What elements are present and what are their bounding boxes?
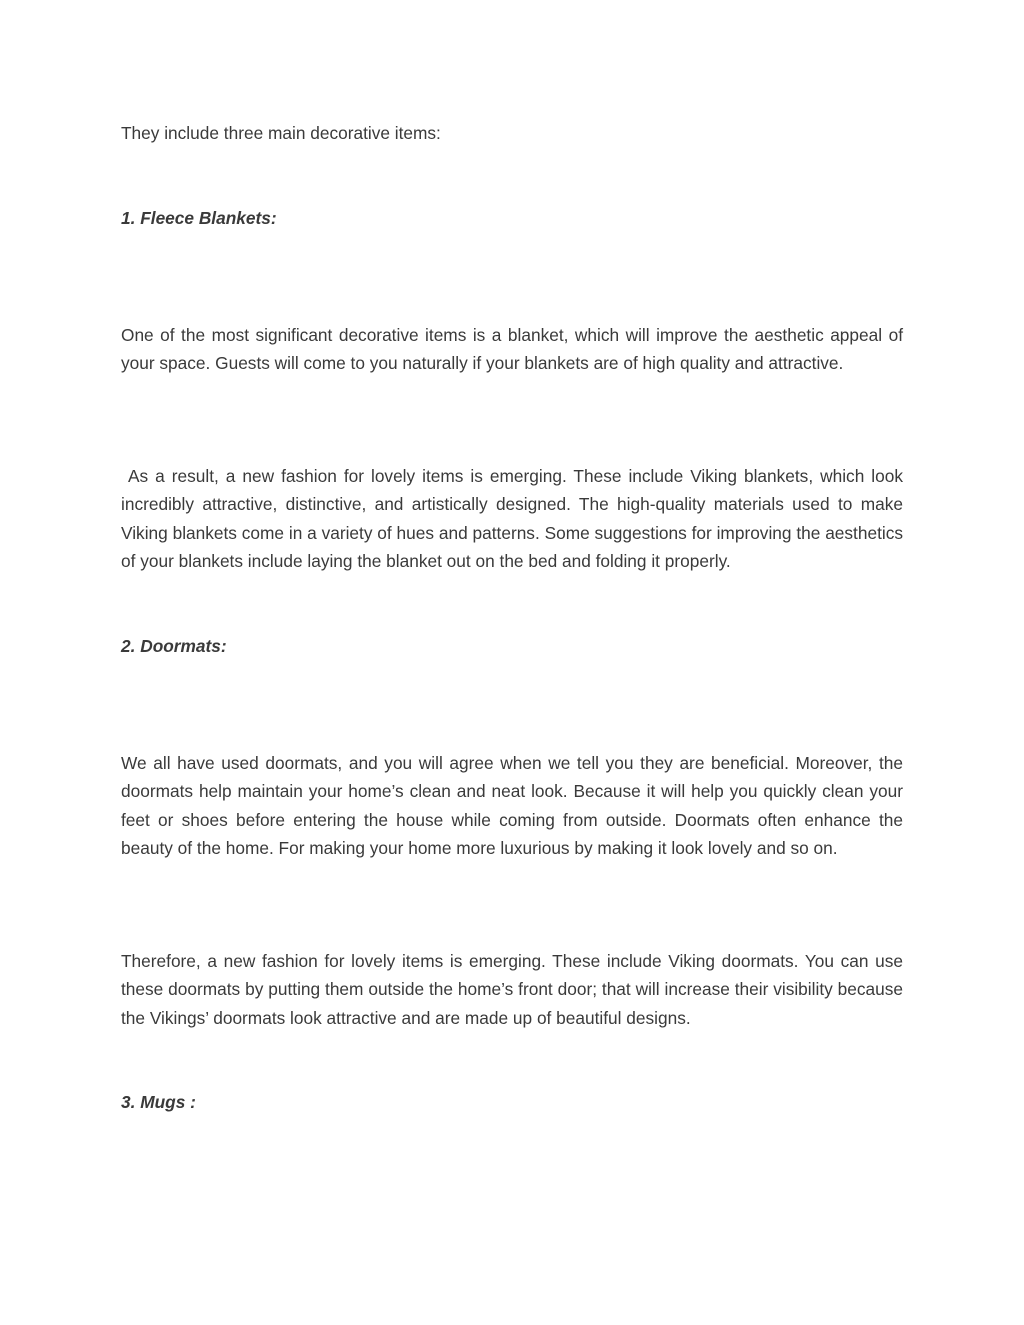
paragraph-doormats-2: Therefore, a new fashion for lovely items is emerging. These include Viking doormats. You can use these doormats by putting them outside the home’s front door; that will increase their visibility because the Vikings’ doormats look attractive and are made up of beautiful designs.: [121, 951, 903, 1028]
paragraph-blankets-2: As a result, a new fashion for lovely items is emerging. These include Viking blankets, which look incredibly attractive, distinctive, and artistically designed. The high-quality materials used to make Viking blankets come in a variety of hues and patterns. Some suggestions for improving the aesthetics of your blankets include laying the blanket out on the bed and folding it properly.: [121, 466, 903, 571]
section-heading-mugs: 3. Mugs :: [121, 1092, 196, 1112]
paragraph-blankets-1: One of the most significant decorative items is a blanket, which will improve the aesthetic appeal of your space. Guests will come to you naturally if your blankets are of high quality and attractive.: [121, 325, 903, 374]
intro-text: They include three main decorative items:: [121, 123, 441, 143]
section-heading-fleece-blankets: 1. Fleece Blankets:: [121, 208, 277, 228]
paragraph-doormats-1: We all have used doormats, and you will agree when we tell you they are beneficial. Moreover, the doormats help maintain your home’s clean and neat look. Because it will help you quickly clean your feet or shoes before entering the house while coming from outside. Doormats often enhance the beauty of the home. For making your home more luxurious by making it look lovely and so on.: [121, 753, 903, 858]
section-heading-doormats: 2. Doormats:: [121, 636, 227, 656]
